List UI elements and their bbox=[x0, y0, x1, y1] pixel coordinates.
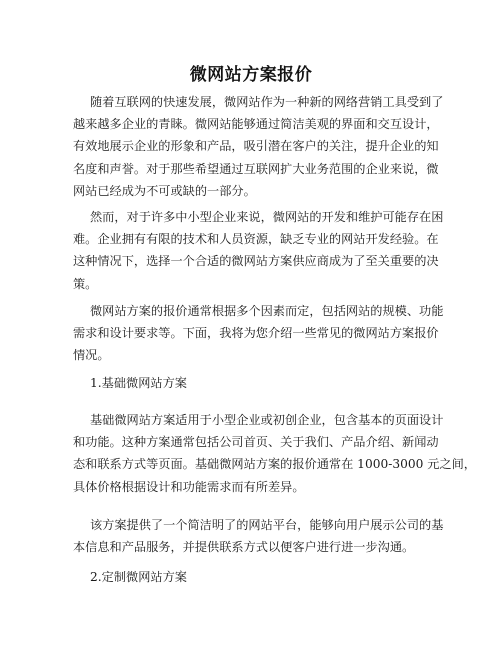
text-line: 然而，对于许多中小型企业来说，微网站的开发和维护可能存在困 bbox=[90, 210, 444, 224]
text-line: 情况。 bbox=[73, 348, 110, 363]
text-line: 微网站方案的报价通常根据多个因素而定，包括网站的规模、功能 bbox=[90, 304, 444, 318]
text-line: 越来越多企业的青睐。微网站能够通过简洁美观的界面和交互设计， bbox=[73, 117, 439, 132]
text-line: 名度和声誉。对于那些希望通过互联网扩大业务范围的企业来说，微 bbox=[73, 161, 439, 176]
text-line: 随着互联网的快速发展，微网站作为一种新的网络营销工具受到了 bbox=[90, 95, 444, 109]
text-line: 和功能。这种方案通常包括公司首页、关于我们、产品介绍、新闻动 bbox=[73, 435, 439, 450]
paragraph-intro bbox=[73, 91, 444, 202]
text-line: 本信息和产品服务，并提供联系方式以便客户进行进一步沟通。 bbox=[73, 540, 415, 555]
page-title: 微网站方案报价 bbox=[189, 65, 313, 85]
text-line: 基础微网站方案适用于小型企业或初创企业，包含基本的页面设计 bbox=[90, 413, 444, 427]
text-line: 策。 bbox=[73, 276, 98, 291]
paragraph-basic-plan bbox=[73, 409, 476, 498]
text-line: 态和联系方式等页面。基础微网站方案的报价通常在 1000-3000 元之间， bbox=[73, 457, 476, 472]
text-line: 难。企业拥有有限的技术和人员资源，缺乏专业的网站开发经验。在 bbox=[73, 232, 439, 247]
paragraph-challenges bbox=[73, 206, 444, 295]
text-line: 有效地展示企业的形象和产品，吸引潜在客户的关注，提升企业的知 bbox=[73, 139, 439, 154]
text-line: 具体价格根据设计和功能需求而有所差异。 bbox=[73, 479, 305, 494]
section-heading-custom: 2.定制微网站方案 bbox=[90, 570, 187, 584]
paragraph-pricing-intro bbox=[73, 300, 444, 367]
paragraph-basic-plan-detail bbox=[73, 514, 444, 558]
text-line: 这种情况下，选择一个合适的微网站方案供应商成为了至关重要的决 bbox=[73, 254, 439, 269]
text-line: 该方案提供了一个简洁明了的网站平台，能够向用户展示公司的基 bbox=[90, 518, 444, 532]
text-line: 网站已经成为不可或缺的一部分。 bbox=[73, 183, 256, 198]
text-line: 需求和设计要求等。下面，我将为您介绍一些常见的微网站方案报价 bbox=[73, 326, 439, 341]
section-heading-basic: 1.基础微网站方案 bbox=[90, 376, 187, 390]
